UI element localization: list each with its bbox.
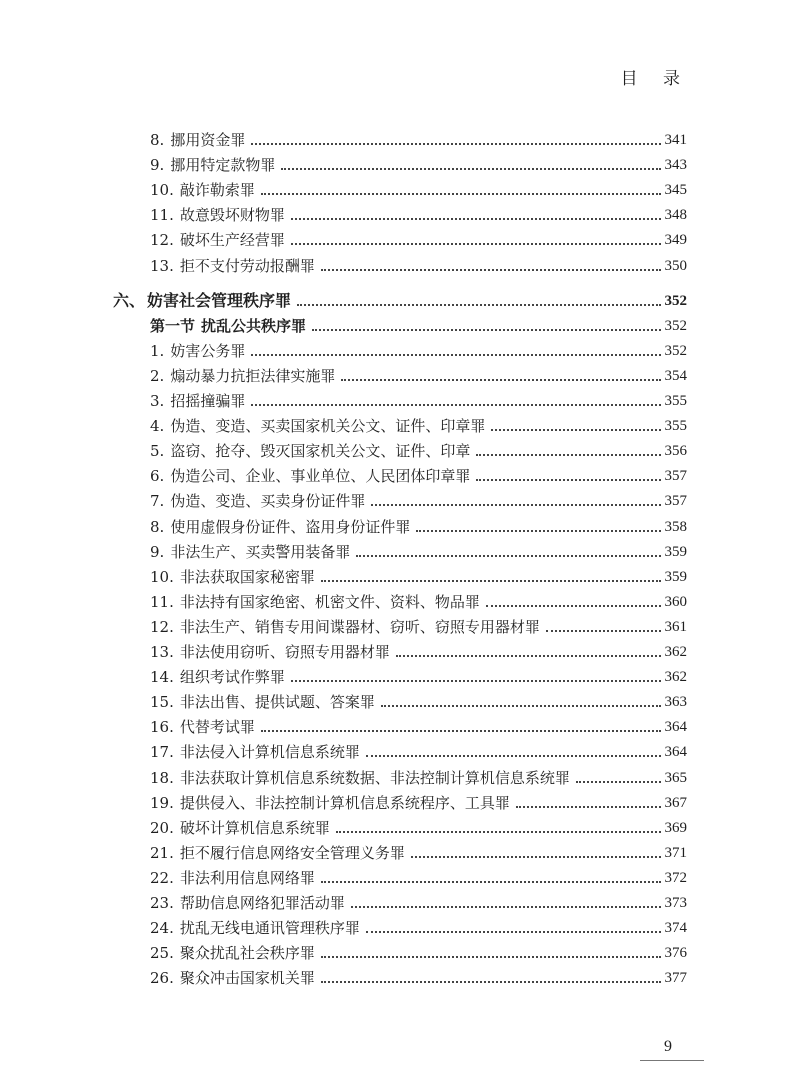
toc-entry-number: 3. — [150, 392, 165, 410]
toc-entry-page: 372 — [664, 869, 687, 886]
dot-leader — [491, 429, 660, 431]
toc-entry — [150, 611, 687, 636]
toc-entry — [150, 937, 687, 962]
toc-entry-number: 第一节 — [150, 316, 196, 335]
toc-section — [150, 310, 687, 335]
toc-entry-title: 帮助信息网络犯罪活动罪 — [179, 894, 345, 912]
dot-leader — [291, 243, 661, 245]
toc-entry-page: 364 — [664, 719, 687, 736]
toc-entry — [150, 485, 687, 510]
toc-entry-number: 11. — [150, 592, 174, 611]
dot-leader — [476, 454, 660, 456]
toc-entry-page: 365 — [664, 769, 687, 786]
toc-chapter — [113, 285, 687, 310]
toc-entry-page: 362 — [664, 644, 687, 660]
toc-entry — [150, 686, 687, 711]
dot-leader — [476, 479, 660, 481]
toc-entry — [150, 250, 687, 275]
dot-leader — [297, 304, 660, 306]
toc-entry-title: 拒不履行信息网络安全管理义务罪 — [179, 843, 405, 862]
toc-entry-title: 妨害社会管理秩序罪 — [147, 290, 292, 310]
dot-leader — [336, 831, 661, 833]
toc-entry-title: 拒不支付劳动报酬罪 — [179, 256, 315, 275]
toc-entry — [150, 912, 687, 937]
toc-entry — [150, 636, 687, 661]
dot-leader — [411, 856, 661, 858]
toc-entry-page: 345 — [664, 182, 687, 199]
toc-entry — [150, 385, 687, 410]
toc-entry-title: 挪用特定款物罪 — [170, 156, 276, 175]
toc-entry-page: 360 — [664, 593, 687, 610]
toc-entry-page: 377 — [664, 970, 687, 987]
toc-entry-number: 18. — [150, 768, 174, 787]
dot-leader — [546, 630, 661, 632]
toc-entry — [150, 762, 687, 787]
toc-entry-title: 非法生产、买卖警用装备罪 — [170, 542, 351, 561]
toc-entry — [150, 174, 687, 199]
toc-entry-title: 妨害公务罪 — [170, 341, 246, 360]
toc-entry — [150, 661, 687, 686]
toc-entry — [150, 561, 687, 586]
toc-entry — [150, 862, 687, 887]
toc-entry-number: 21. — [150, 843, 174, 862]
toc-entry-page: 352 — [664, 292, 687, 309]
dot-leader — [251, 404, 660, 406]
toc-entry-page: 352 — [664, 342, 687, 359]
toc-entry-page: 362 — [664, 669, 687, 686]
toc-entry-page: 358 — [664, 518, 687, 535]
toc-entry-number: 25. — [150, 944, 174, 963]
toc-entry-title: 伪造公司、企业、事业单位、人民团体印章罪 — [170, 467, 471, 486]
dot-leader — [351, 906, 661, 908]
toc-entry-number: 16. — [150, 718, 174, 737]
toc-entry-page: 356 — [664, 443, 687, 460]
toc-entry-page: 361 — [664, 618, 687, 635]
toc-entry-title: 使用虚假身份证件、盗用身份证件罪 — [170, 517, 411, 536]
dot-leader — [366, 931, 661, 933]
toc-entry-number: 15. — [150, 693, 174, 712]
toc-entry-number: 13. — [150, 643, 174, 661]
toc-entry-title: 聚众扰乱社会秩序罪 — [179, 944, 315, 963]
toc-entry — [150, 199, 687, 224]
toc-entry-title: 非法持有国家绝密、机密文件、资料、物品罪 — [179, 592, 480, 611]
toc-entry-title: 伪造、变造、买卖身份证件罪 — [170, 492, 366, 511]
toc-entry — [150, 149, 687, 174]
toc-entry — [150, 887, 687, 912]
toc-entry-number: 11. — [150, 206, 174, 225]
toc-entry-title: 非法利用信息网络罪 — [179, 868, 315, 887]
toc-entry — [150, 962, 687, 987]
toc-entry-page: 343 — [664, 157, 687, 174]
toc-entry-number: 24. — [150, 919, 174, 938]
toc-entry-page: 363 — [664, 694, 687, 711]
toc-entry-title: 招摇撞骗罪 — [170, 392, 246, 410]
toc-entry-number: 六、 — [113, 290, 146, 310]
toc-entry-number: 6. — [150, 467, 165, 486]
toc-entry-page: 373 — [664, 895, 687, 911]
toc-entry-page: 349 — [664, 232, 687, 249]
dot-leader — [356, 555, 660, 557]
dot-leader — [366, 755, 661, 757]
toc-entry-number: 19. — [150, 793, 174, 812]
toc-entry-title: 非法侵入计算机信息系统罪 — [179, 743, 360, 762]
toc-entry-title: 提供侵入、非法控制计算机信息系统程序、工具罪 — [179, 793, 510, 812]
dot-leader — [341, 379, 660, 381]
dot-leader — [321, 269, 661, 271]
dot-leader — [516, 806, 661, 808]
toc-entry-title: 盗窃、抢夺、毁灭国家机关公文、证件、印章 — [170, 442, 471, 461]
toc-entry-page: 357 — [664, 493, 687, 510]
toc-entry-page: 364 — [664, 744, 687, 761]
toc-entry-title: 非法生产、销售专用间谍器材、窃听、窃照专用器材罪 — [179, 617, 540, 636]
toc-entry-number: 10. — [150, 567, 174, 586]
toc-entry-page: 369 — [664, 819, 687, 836]
toc-entry-page: 367 — [664, 794, 687, 811]
toc-entry-page: 357 — [664, 468, 687, 485]
toc-entry-page: 359 — [664, 543, 687, 560]
toc-entry-page: 359 — [664, 568, 687, 585]
toc-entry-number: 12. — [150, 617, 174, 636]
toc-entry-number: 22. — [150, 868, 174, 887]
toc-entry — [150, 586, 687, 611]
running-head: 目 录 — [620, 69, 690, 89]
toc-entry-page: 348 — [664, 207, 687, 224]
toc-entry — [150, 435, 687, 460]
dot-leader — [291, 680, 661, 682]
dot-leader — [321, 881, 661, 883]
toc-entry-title: 挪用资金罪 — [170, 131, 246, 149]
dot-leader — [576, 781, 661, 783]
toc-entry-title: 故意毁坏财物罪 — [179, 206, 285, 225]
toc-entry-title: 伪造、变造、买卖国家机关公文、证件、印章罪 — [170, 417, 486, 436]
toc-entry-title: 敲诈勒索罪 — [179, 181, 255, 200]
dot-leader — [312, 329, 660, 331]
dot-leader — [381, 705, 661, 707]
toc-entry — [150, 711, 687, 736]
toc-entry-number: 7. — [150, 492, 165, 511]
toc-entry-number: 9. — [150, 542, 165, 561]
toc-entry — [150, 536, 687, 561]
toc-entry-number: 9. — [150, 156, 165, 175]
toc-entry-page: 374 — [664, 920, 687, 937]
page-number: 9 — [664, 1038, 672, 1055]
dot-leader — [416, 530, 660, 532]
toc-entry-number: 23. — [150, 894, 174, 912]
toc-entry — [150, 736, 687, 761]
toc-entry-number: 17. — [150, 743, 174, 762]
toc-entry-number: 5. — [150, 442, 165, 461]
toc-entry-page: 376 — [664, 945, 687, 962]
toc-entry-page: 352 — [664, 317, 687, 334]
toc-entry-title: 破坏生产经营罪 — [179, 231, 285, 250]
toc-entry-title: 非法获取计算机信息系统数据、非法控制计算机信息系统罪 — [179, 768, 570, 787]
toc-entry-number: 8. — [150, 517, 165, 536]
dot-leader — [251, 354, 660, 356]
toc-entry — [150, 124, 687, 149]
dot-leader — [321, 981, 661, 983]
toc-entry — [150, 335, 687, 360]
dot-leader — [261, 193, 661, 195]
toc-entry-number: 10. — [150, 181, 174, 200]
toc-entry-number: 26. — [150, 969, 174, 988]
toc-entry-page: 354 — [664, 367, 687, 384]
toc-entry — [150, 787, 687, 812]
toc-entry — [150, 812, 687, 837]
toc-entry — [150, 460, 687, 485]
dot-leader — [396, 655, 661, 657]
dot-leader — [321, 580, 661, 582]
toc-entry — [150, 224, 687, 249]
toc-entry-page: 350 — [664, 257, 687, 274]
dot-leader — [321, 956, 661, 958]
dot-leader — [281, 168, 660, 170]
toc-entry — [150, 410, 687, 435]
toc-entry-title: 扰乱无线电通讯管理秩序罪 — [179, 919, 360, 938]
toc-entry-number: 1. — [150, 341, 165, 360]
toc-entry-number: 8. — [150, 131, 165, 149]
toc-entry-title: 非法获取国家秘密罪 — [179, 567, 315, 586]
toc-entry-page: 355 — [664, 418, 687, 435]
toc-entry-number: 2. — [150, 366, 165, 385]
toc-entry — [150, 360, 687, 385]
toc-entry-number: 4. — [150, 417, 165, 436]
toc-entry-title: 聚众冲击国家机关罪 — [179, 969, 315, 988]
toc-entry-number: 12. — [150, 231, 174, 250]
page-number-rule — [640, 1060, 704, 1061]
toc-entry — [150, 837, 687, 862]
toc-entry-page: 341 — [664, 132, 687, 148]
toc-entry-page: 371 — [664, 844, 687, 861]
dot-leader — [261, 730, 661, 732]
dot-leader — [371, 504, 660, 506]
toc-entry-title: 扰乱公共秩序罪 — [201, 316, 307, 335]
toc-entry-number: 14. — [150, 668, 174, 687]
toc-entry-title: 代替考试罪 — [179, 718, 255, 737]
toc-entry-title: 组织考试作弊罪 — [179, 668, 285, 687]
toc-entry-title: 非法出售、提供试题、答案罪 — [179, 693, 375, 712]
dot-leader — [486, 605, 661, 607]
toc-entry-number: 13. — [150, 256, 174, 275]
toc-entry-page: 355 — [664, 393, 687, 409]
toc-entry-title: 煽动暴力抗拒法律实施罪 — [170, 366, 336, 385]
toc-entry — [150, 511, 687, 536]
toc-entry-number: 20. — [150, 818, 174, 837]
dot-leader — [291, 218, 661, 220]
toc-entry-title: 破坏计算机信息系统罪 — [179, 818, 330, 837]
toc-entry-title: 非法使用窃听、窃照专用器材罪 — [179, 643, 390, 661]
dot-leader — [251, 143, 660, 145]
